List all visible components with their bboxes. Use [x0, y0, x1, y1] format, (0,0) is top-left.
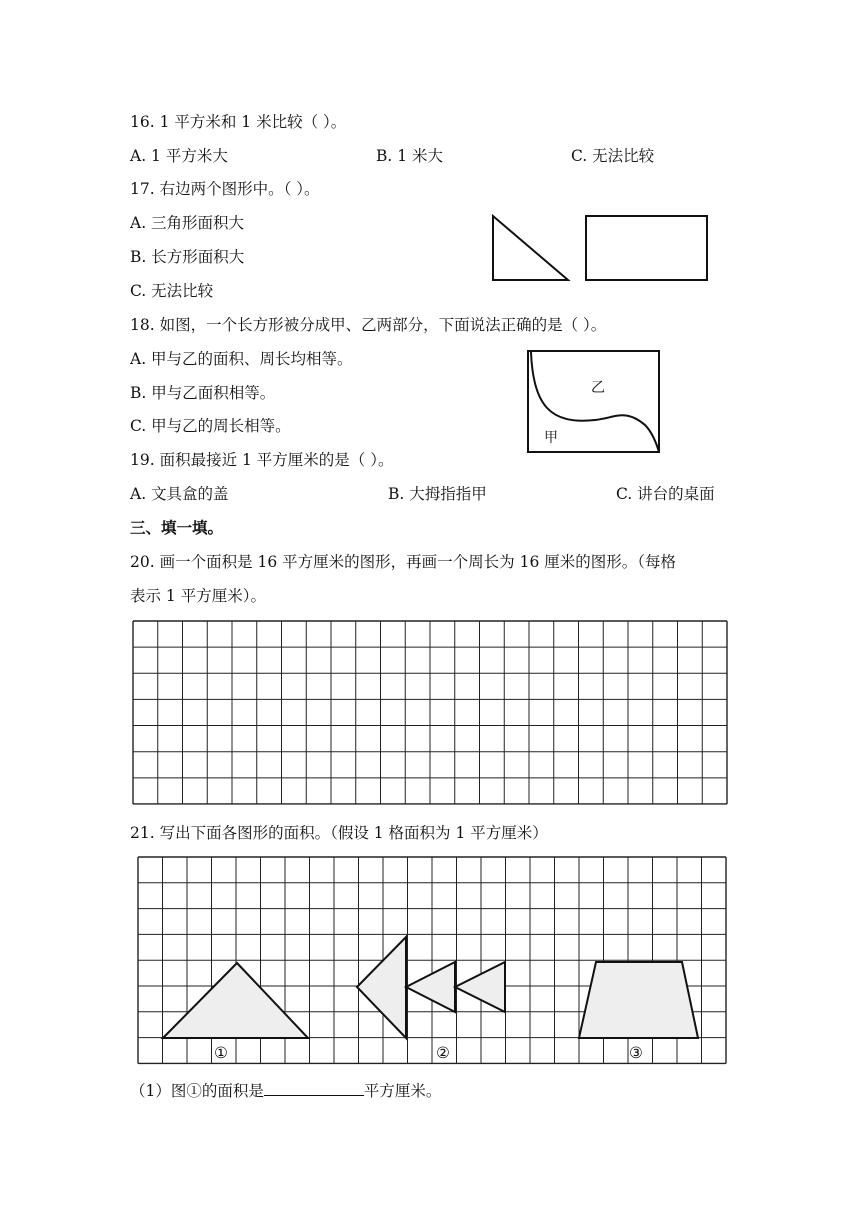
q18-stem: 18. 如图，一个长方形被分成甲、乙两部分，下面说法正确的是（ ）。 [130, 316, 607, 334]
q20-stem-line1: 20. 画一个面积是 16 平方厘米的图形，再画一个周长为 16 厘米的图形。（每格 [130, 553, 676, 571]
shape-1-label: ① [214, 1044, 228, 1062]
q19-option-b[interactable]: B. 大拇指指甲 [388, 485, 487, 503]
shape-2-triangle-large [357, 937, 406, 1038]
q19-option-c[interactable]: C. 讲台的桌面 [616, 485, 715, 503]
shape-2-label: ② [436, 1044, 450, 1062]
section-title: 三、填一填。 [130, 519, 224, 537]
q17-rectangle [586, 216, 707, 280]
q16-option-c[interactable]: C. 无法比较 [571, 147, 655, 165]
shape-1-triangle [163, 963, 308, 1038]
q21-stem: 21. 写出下面各图形的面积。（假设 1 格面积为 1 平方厘米） [130, 824, 548, 842]
shape-3-label: ③ [629, 1044, 643, 1062]
q17-option-b[interactable]: B. 长方形面积大 [130, 248, 245, 266]
q17-option-c[interactable]: C. 无法比较 [130, 282, 214, 300]
q18-option-a[interactable]: A. 甲与乙的面积、周长均相等。 [130, 350, 353, 368]
q18-label-jia: 甲 [544, 430, 558, 446]
q17-stem: 17. 右边两个图形中。（ ）。 [130, 180, 320, 198]
shape-2-triangle-small [455, 962, 505, 1012]
q17-triangle [493, 216, 568, 280]
q17-option-a[interactable]: A. 三角形面积大 [130, 214, 245, 232]
q20-grid[interactable] [133, 621, 727, 804]
shape-3-trapezoid [579, 962, 698, 1038]
q18-curve [531, 352, 659, 452]
q21-sub1-suffix: 平方厘米。 [363, 1082, 442, 1100]
q16-option-b[interactable]: B. 1 米大 [376, 147, 444, 165]
q18-option-c[interactable]: C. 甲与乙的周长相等。 [130, 417, 291, 435]
q21-sub1-prefix: （1）图①的面积是 [130, 1082, 264, 1100]
q19-option-a[interactable]: A. 文具盒的盖 [130, 485, 229, 503]
q19-stem: 19. 面积最接近 1 平方厘米的是（ ）。 [130, 451, 394, 469]
q18-option-b[interactable]: B. 甲与乙面积相等。 [130, 384, 276, 402]
q20-stem-line2: 表示 1 平方厘米）。 [130, 587, 266, 605]
q16-stem: 16. 1 平方米和 1 米比较（ ）。 [130, 113, 347, 131]
q18-rectangle [528, 351, 659, 452]
q16-option-a[interactable]: A. 1 平方米大 [130, 147, 228, 165]
q18-label-yi: 乙 [591, 380, 605, 396]
shape-2-triangle-mid [406, 962, 455, 1012]
